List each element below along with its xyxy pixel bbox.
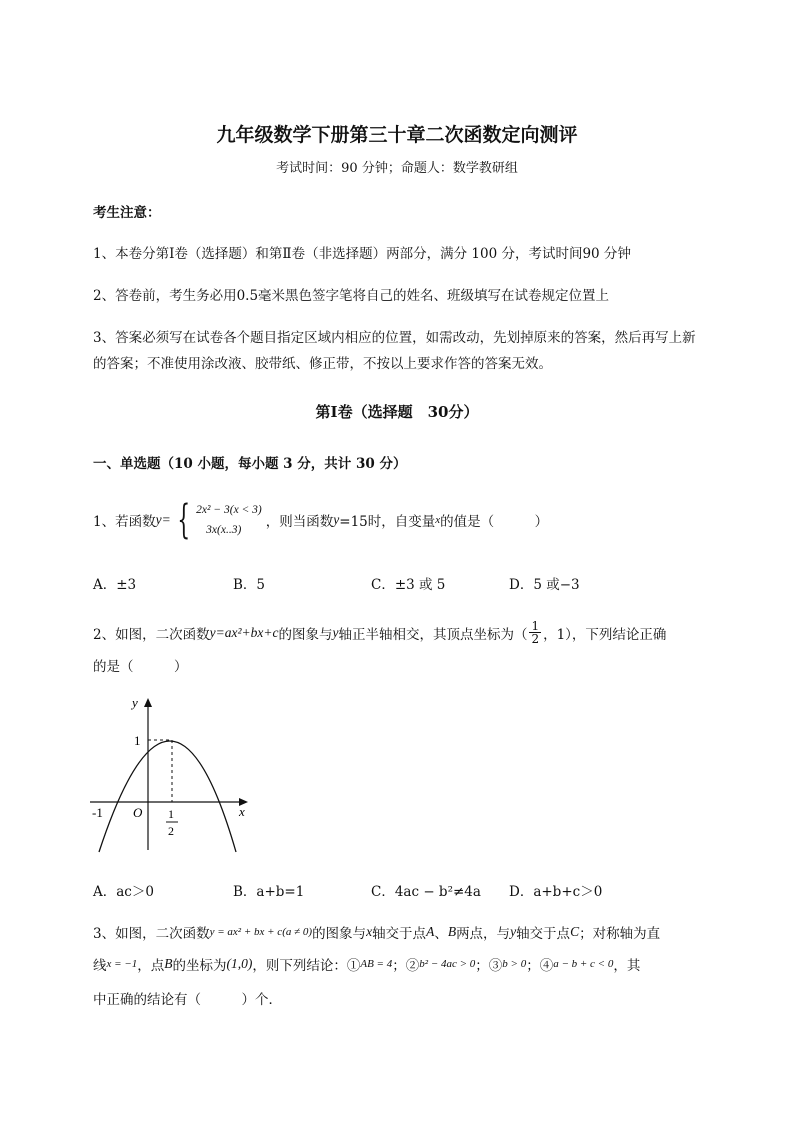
q2-option-b[interactable]: B．a+b=1 — [233, 884, 305, 900]
notice-item-3-line2: 的答案；不准使用涂改液、胶带纸、修正带，不按以上要求作答的答案无效。 — [93, 356, 552, 372]
q3-point-a: A — [426, 924, 435, 939]
q3-line2-b: ，点 — [137, 958, 165, 974]
q3-sep: 、 — [434, 926, 448, 942]
q3-conclusion-4: a − b + c < 0 — [553, 958, 614, 970]
graph-neg-one-label: -1 — [92, 805, 103, 820]
q3-line2-g: ；④ — [526, 958, 554, 974]
question-3-line1 — [93, 922, 660, 942]
q3-line1-d: 两点，与 — [456, 926, 511, 942]
question-3-line3: 中正确的结论有（ ）个． — [93, 992, 282, 1008]
exam-info: 考试时间：90 分钟；命题人：数学教研组 — [276, 161, 518, 176]
q3-line2-h: ，其 — [613, 958, 641, 974]
q1-y: y — [155, 512, 162, 527]
q3-conclusion-1: AB = 4 — [360, 958, 393, 970]
q3-coord: (1,0) — [226, 956, 253, 971]
graph-one-label: 1 — [134, 733, 141, 748]
graph-half-num: 1 — [168, 807, 174, 821]
graph-origin-label: O — [133, 805, 143, 820]
graph-y-label: y — [132, 695, 138, 710]
q3-line2-c: 的坐标为 — [172, 958, 227, 974]
q3-point-c: C — [570, 924, 580, 939]
question-3-line2 — [93, 954, 640, 974]
q3-line2-a: 线 — [93, 958, 107, 974]
q1-y2: y — [333, 512, 340, 527]
q1-case-1: 2x² − 3(x < 3) — [196, 504, 262, 516]
q1-case-2: 3x(x..3) — [206, 524, 242, 536]
q2-func: y=ax²+bx+c — [209, 624, 279, 640]
q2-text-c: 轴正半轴相交，其顶点坐标为（ — [338, 626, 528, 643]
q1-suffix-c: 的值是（ ） — [440, 514, 549, 530]
q3-line1-a: 3、如图，二次函数 — [93, 926, 210, 942]
q2-vertex-fraction: $\frac{1}{2}$ — [531, 619, 540, 646]
q2-text-b: 的图象与 — [278, 626, 333, 643]
q1-option-a[interactable]: A．±3 — [93, 577, 137, 593]
question-2-line2: 的是（ ） — [93, 659, 188, 675]
notice-item-1: 1、本卷分第Ⅰ卷（选择题）和第Ⅱ卷（非选择题）两部分，满分 100 分，考试时间90 分钟 — [93, 246, 631, 262]
q1-eq: = — [161, 512, 171, 527]
question-2-line1 — [93, 620, 666, 645]
q3-conclusion-3: b > 0 — [502, 958, 527, 970]
question-1 — [93, 497, 549, 543]
q1-cases — [196, 500, 262, 540]
page-title: 九年级数学下册第三十章二次函数定向测评 — [216, 124, 578, 146]
q1-x: x — [435, 514, 441, 526]
q1-suffix-a: ，则当函数 — [265, 514, 334, 530]
q2-yaxis: y — [332, 624, 339, 640]
q3-line2-e: ；② — [392, 958, 420, 974]
q1-brace: { — [177, 497, 190, 543]
q3-func: y = ax² + bx + c(a ≠ 0) — [209, 926, 313, 938]
q2-option-c[interactable]: C．4ac − b²≠4a — [371, 884, 481, 900]
q1-option-c[interactable]: C．±3 或 5 — [371, 577, 446, 593]
part-heading: 一、单选题（10 小题，每小题 3 分，共计 30 分） — [93, 456, 407, 472]
q2-option-d[interactable]: D．a+b+c＞0 — [509, 884, 603, 900]
q3-point-b2: B — [164, 956, 173, 971]
q3-conclusion-2: b² − 4ac > 0 — [419, 958, 476, 970]
notice-heading: 考生注意： — [93, 205, 161, 221]
section-title: 第Ⅰ卷（选择题 30分） — [315, 403, 479, 421]
q3-line1-b: 的图象与 — [312, 926, 367, 942]
q3-line1-e: 轴交于点 — [516, 926, 571, 942]
q3-line1-c: 轴交于点 — [372, 926, 427, 942]
graph-half-den: 2 — [168, 824, 174, 838]
notice-item-3-line1: 3、答案必须写在试卷各个题目指定区域内相应的位置，如需改动，先划掉原来的答案，然后再写上新 — [93, 330, 696, 346]
y-axis-arrow — [144, 698, 152, 707]
q3-line2-f: ；③ — [475, 958, 503, 974]
q3-axis-eq: x = −1 — [106, 958, 138, 970]
q3-yaxis: y — [510, 924, 517, 939]
q3-line2-d: ，则下列结论：① — [252, 958, 361, 974]
q2-text-a: 2、如图，二次函数 — [93, 626, 210, 643]
notice-item-2: 2、答卷前，考生务必用0.5毫米黑色签字笔将自己的姓名、班级填写在试卷规定位置上 — [93, 288, 610, 304]
q3-line1-f: ；对称轴为直 — [579, 926, 661, 942]
q1-option-d[interactable]: D．5 或−3 — [509, 577, 580, 593]
q2-text-d: ，1），下列结论正确 — [543, 626, 667, 643]
graph-x-label: x — [239, 804, 245, 819]
q3-point-b: B — [447, 924, 457, 939]
q1-prefix: 1、若函数 — [93, 514, 156, 530]
q1-option-b[interactable]: B．5 — [233, 577, 266, 593]
q1-suffix-b: =15时，自变量 — [339, 514, 436, 530]
q2-graph — [88, 690, 258, 860]
q2-option-a[interactable]: A．ac＞0 — [93, 884, 154, 900]
q3-xaxis: x — [366, 924, 373, 939]
